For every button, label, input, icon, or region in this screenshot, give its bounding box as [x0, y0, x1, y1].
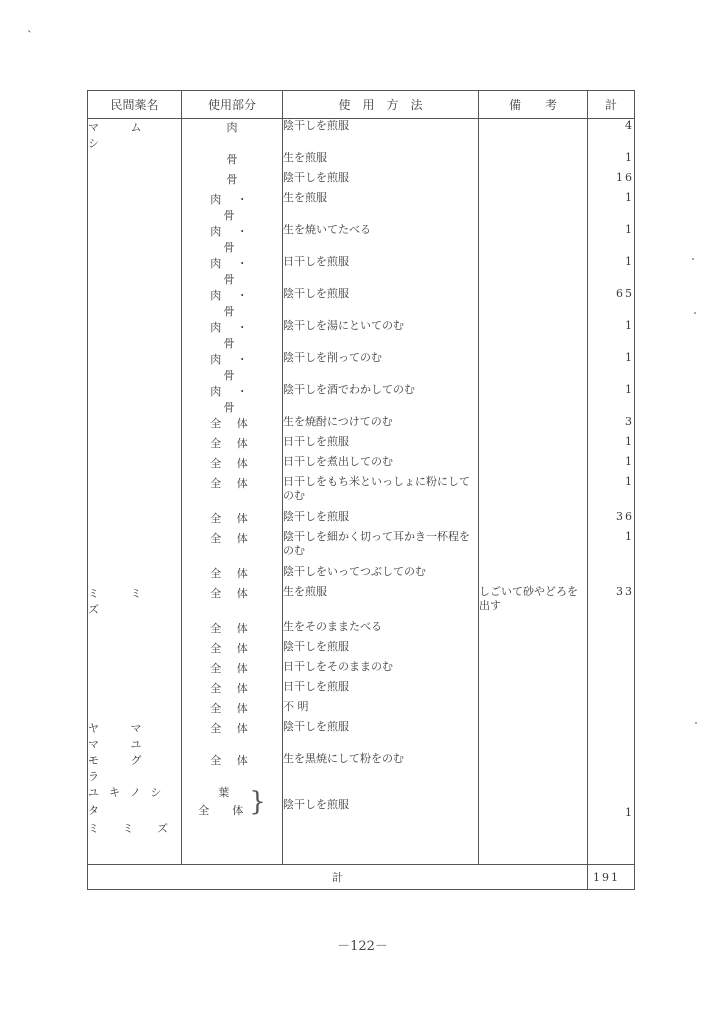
remarks-cell [479, 255, 588, 287]
method-cell: 陰干しを削ってのむ [283, 351, 479, 383]
remarks-cell [479, 530, 588, 565]
part-used-cell [182, 287, 283, 319]
method-cell: 陰干しを湯にといてのむ [283, 319, 479, 351]
medicine-name-line1: ユキノシタ [88, 786, 172, 817]
method-cell: 日干しを煎服 [283, 255, 479, 287]
remarks-cell [479, 383, 588, 415]
part-used-cell [182, 223, 283, 255]
part-used-cell [182, 191, 283, 223]
table-row [88, 510, 635, 530]
method-cell: 陰干しを酒でわかしてのむ [283, 383, 479, 415]
count-cell: 1 [588, 351, 635, 383]
part-used-cell [182, 784, 283, 865]
method-cell: 生を煎服 [283, 191, 479, 223]
medicine-name-cell [88, 510, 182, 530]
medicine-name-cell [88, 255, 182, 287]
method-cell: 日干しをもち米といっしょに粉にしてのむ [283, 475, 479, 510]
table-row-last [88, 784, 635, 865]
table-row [88, 752, 635, 784]
part-text: 肉 ・ 骨 [210, 385, 254, 414]
part-used-cell [182, 415, 283, 435]
medicine-name-cell [88, 784, 182, 865]
remarks-cell [479, 565, 588, 585]
part-text: 全 体 [210, 642, 254, 655]
count-cell: 1 [588, 530, 635, 565]
count-cell: 1 [588, 255, 635, 287]
part-used-cell [182, 475, 283, 510]
part-used-cell [182, 255, 283, 287]
medicine-name-cell [88, 620, 182, 640]
table-row [88, 640, 635, 660]
remarks-cell [479, 351, 588, 383]
part-text: 全 体 [210, 457, 254, 470]
remarks-cell [479, 119, 588, 152]
remarks-cell: しごいて砂やどろを出す [479, 585, 588, 620]
part-used-cell [182, 455, 283, 475]
medicine-name-cell [88, 415, 182, 435]
table-header-row [88, 91, 635, 119]
table-row [88, 287, 635, 319]
medicine-name-cell [88, 475, 182, 510]
table-row [88, 415, 635, 435]
count-cell: 1 [588, 455, 635, 475]
remarks-cell [479, 752, 588, 784]
medicine-name-cell [88, 530, 182, 565]
medicine-name-cell [88, 455, 182, 475]
header-remarks: 備 考 [479, 91, 588, 119]
count-cell: 65 [588, 287, 635, 319]
part-text: 全 体 [210, 512, 254, 525]
table-row [88, 191, 635, 223]
remarks-cell [479, 680, 588, 700]
remarks-cell [479, 720, 588, 752]
method-cell: 陰干しを煎服 [283, 119, 479, 152]
remarks-cell [479, 455, 588, 475]
count-cell: 4 [588, 119, 635, 152]
method-cell: 生を黒焼にして粉をのむ [283, 752, 479, 784]
count-cell [588, 640, 635, 660]
remarks-cell [479, 660, 588, 680]
part-text: 肉 ・ 骨 [210, 321, 254, 350]
table-row [88, 700, 635, 720]
part-used-cell [182, 351, 283, 383]
total-row [88, 865, 635, 890]
method-cell: 陰干しを煎服 [283, 510, 479, 530]
table-row [88, 435, 635, 455]
part-used-cell [182, 620, 283, 640]
medicine-name-line2: ミ ミ ズ [88, 822, 178, 835]
method-cell: 陰干しを細かく切って耳かき一杯程をのむ [283, 530, 479, 565]
table-row [88, 585, 635, 620]
part-line1: 葉 [218, 786, 230, 799]
table-row [88, 383, 635, 415]
part-used-cell [182, 510, 283, 530]
table-row [88, 565, 635, 585]
count-cell: 33 [588, 585, 635, 620]
remarks-cell [479, 475, 588, 510]
part-text: 全 体 [210, 532, 254, 545]
part-text: 全 体 [210, 754, 254, 767]
part-text: 肉 ・ 骨 [210, 193, 254, 222]
part-used-cell [182, 151, 283, 171]
part-used-cell [182, 700, 283, 720]
part-used-cell [182, 383, 283, 415]
part-used-cell [182, 640, 283, 660]
part-used-cell [182, 720, 283, 752]
header-medicine-name: 民間薬名 [88, 91, 182, 119]
table-row [88, 151, 635, 171]
remarks-cell [479, 510, 588, 530]
method-cell: 陰干しを煎服 [283, 287, 479, 319]
brace-symbol: } [249, 787, 266, 817]
count-cell [588, 565, 635, 585]
count-cell [588, 680, 635, 700]
count-cell: 3 [588, 415, 635, 435]
medicine-name-cell [88, 383, 182, 415]
count-cell [588, 620, 635, 640]
remarks-cell [479, 620, 588, 640]
part-text: 骨 [226, 153, 238, 166]
method-cell: 陰干しを煎服 [283, 640, 479, 660]
method-cell: 生を煎服 [283, 151, 479, 171]
method-cell: 日干しをそのままのむ [283, 660, 479, 680]
method-cell: 日干しを煎服 [283, 680, 479, 700]
part-used-cell [182, 435, 283, 455]
table-row [88, 620, 635, 640]
part-text: 全 体 [210, 662, 254, 675]
medicine-name-cell [88, 191, 182, 223]
remarks-cell [479, 319, 588, 351]
medicine-name-cell [88, 640, 182, 660]
part-text: 肉 ・ 骨 [210, 225, 254, 254]
part-text: 全 体 [210, 622, 254, 635]
count-cell: 36 [588, 510, 635, 530]
medicine-name-cell: ミ ミ ズ [88, 585, 182, 620]
count-cell [588, 660, 635, 680]
medicine-name-cell [88, 351, 182, 383]
part-text: 全 体 [210, 587, 254, 600]
part-text: 全 体 [210, 417, 254, 430]
scan-mark: ˴ [27, 22, 32, 38]
remarks-cell [479, 287, 588, 319]
part-text: 肉 [226, 121, 238, 134]
table-row [88, 680, 635, 700]
total-label: 計 [88, 865, 588, 890]
count-cell: 1 [588, 475, 635, 510]
method-cell: 陰干しを煎服 [283, 720, 479, 752]
scan-dot [694, 312, 696, 314]
remarks-cell [479, 700, 588, 720]
table-row [88, 255, 635, 287]
medicine-name-cell [88, 223, 182, 255]
medicine-name-cell [88, 319, 182, 351]
table-row [88, 319, 635, 351]
remarks-cell [479, 171, 588, 191]
method-cell: 生をそのままたべる [283, 620, 479, 640]
medicine-name-cell [88, 565, 182, 585]
part-used-cell [182, 680, 283, 700]
method-cell: 生を焼いてたべる [283, 223, 479, 255]
part-text: 全 体 [210, 722, 254, 735]
count-cell: 1 [588, 319, 635, 351]
count-cell [588, 720, 635, 752]
medicine-name-cell [88, 700, 182, 720]
medicine-name-cell [88, 680, 182, 700]
header-part-used: 使用部分 [182, 91, 283, 119]
count-cell: 1 [588, 151, 635, 171]
medicine-name-cell: マ ム シ [88, 119, 182, 152]
part-text: 全 体 [210, 682, 254, 695]
method-cell: 生を煎服 [283, 585, 479, 620]
remarks-cell [479, 640, 588, 660]
remarks-cell [479, 784, 588, 865]
remarks-cell [479, 415, 588, 435]
count-cell: 1 [588, 383, 635, 415]
method-cell: 陰干しをいってつぶしてのむ [283, 565, 479, 585]
method-cell: 陰干しを煎服 [283, 171, 479, 191]
part-text: 肉 ・ 骨 [210, 353, 254, 382]
count-cell: 1 [588, 223, 635, 255]
scan-dot [692, 258, 694, 260]
count-cell: 16 [588, 171, 635, 191]
method-cell: 日干しを煮出してのむ [283, 455, 479, 475]
part-used-cell [182, 171, 283, 191]
count-cell: 1 [588, 784, 635, 865]
part-used-cell [182, 119, 283, 152]
medicine-name-cell: モ グ ラ [88, 752, 182, 784]
remarks-cell [479, 223, 588, 255]
part-text: 全 体 [210, 437, 254, 450]
table-row [88, 171, 635, 191]
part-text: 肉 ・ 骨 [210, 257, 254, 286]
table-row [88, 223, 635, 255]
medicine-name-cell [88, 660, 182, 680]
method-cell: 陰干しを煎服 [283, 784, 479, 865]
page-number: －122－ [337, 939, 388, 954]
table-row [88, 660, 635, 680]
remarks-cell [479, 191, 588, 223]
table-row [88, 720, 635, 752]
part-used-cell [182, 319, 283, 351]
part-used-cell [182, 530, 283, 565]
header-count: 計 [588, 91, 635, 119]
part-text: 肉 ・ 骨 [210, 289, 254, 318]
table-row [88, 351, 635, 383]
part-text: 全 体 [210, 477, 254, 490]
part-used-cell [182, 565, 283, 585]
part-line2: 全 体 [198, 804, 250, 817]
total-count: 191 [588, 865, 635, 890]
remarks-cell [479, 151, 588, 171]
medicine-name-cell [88, 151, 182, 171]
count-cell [588, 700, 635, 720]
header-method: 使 用 方 法 [283, 91, 479, 119]
part-text: 全 体 [210, 567, 254, 580]
table-row [88, 455, 635, 475]
part-text: 骨 [226, 173, 238, 186]
medicine-name-cell: ヤ マ マ ユ [88, 720, 182, 752]
part-used-cell [182, 752, 283, 784]
method-cell: 日干しを煎服 [283, 435, 479, 455]
method-cell: 不 明 [283, 700, 479, 720]
count-cell [588, 752, 635, 784]
scan-dot [695, 722, 697, 724]
table-row [88, 119, 635, 152]
part-used-cell [182, 660, 283, 680]
medicine-name-cell [88, 435, 182, 455]
method-cell: 生を焼酎につけてのむ [283, 415, 479, 435]
count-cell: 1 [588, 191, 635, 223]
remarks-cell [479, 435, 588, 455]
medicine-name-cell [88, 287, 182, 319]
table-row [88, 475, 635, 510]
folk-medicine-table [87, 90, 635, 890]
count-cell: 1 [588, 435, 635, 455]
part-text: 全 体 [210, 702, 254, 715]
part-used-cell [182, 585, 283, 620]
medicine-name-cell [88, 171, 182, 191]
table-row [88, 530, 635, 565]
